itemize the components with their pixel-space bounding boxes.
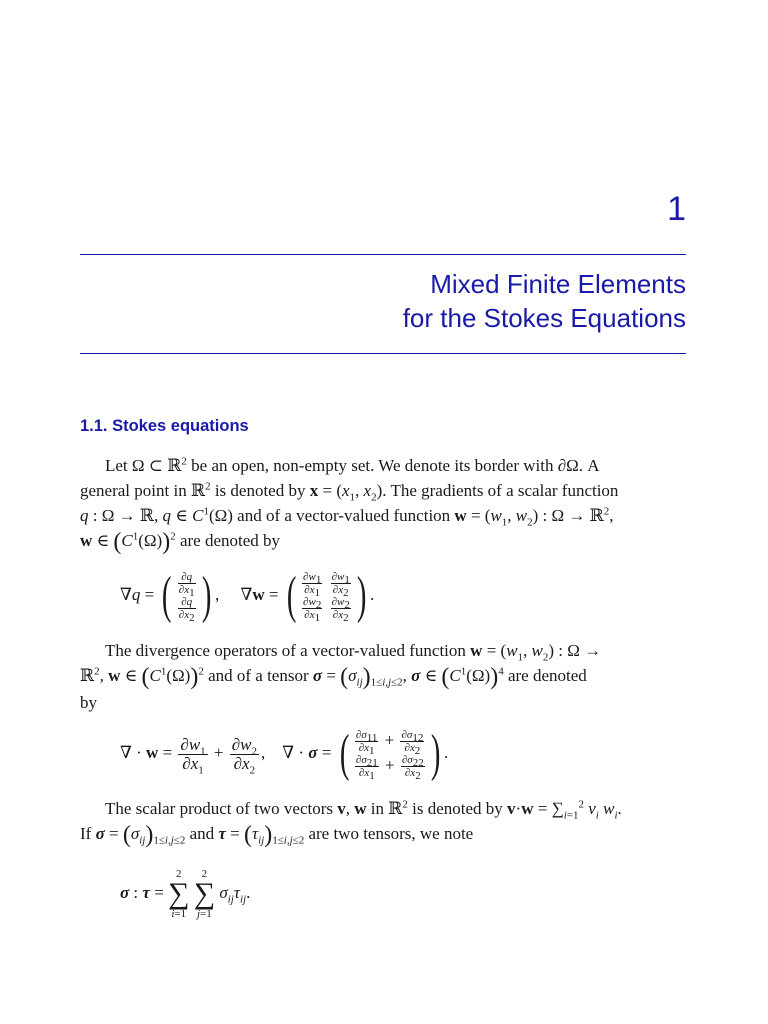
paragraph-2 (80, 638, 688, 715)
paragraph-2-line-2: ℝ$^2$, w ∈ $(C^1(\Omega))^2$ and of a tensor $\sigma = (\sigma_{ij})_{1\le i,j\le 2}$, σ ∈ $(C^1(\Omega))^4$ are denoted (80, 664, 587, 690)
section-heading: 1.1. Stokes equations (80, 417, 249, 435)
tensor-product-equation: σ : τ = 2 ∑ i=1 2 ∑ j=1 $\sigma_{ij}\tau_{ij}$. (120, 868, 251, 920)
chapter-title-line-1: Mixed Finite Elements (430, 269, 686, 299)
paragraph-3 (80, 796, 688, 848)
paragraph-3-line-1: The scalar product of two vectors v, w in ℝ$^2$ is denoted by $v\cdot w = \sum_{i=1}^2$ $v_i$ $w_i$. (105, 798, 622, 822)
paragraph-1-line-4: w ∈ $(C^1(\Omega))^2$ are denoted by (80, 529, 281, 555)
paragraph-3-line-2: If $\sigma = (\sigma_{ij})_{1\le i,j\le 2}$ and $\tau = (\tau_{ij})_{1\le i,j\le 2}$ are two tensors, we note (80, 822, 474, 848)
chapter-title (403, 267, 686, 335)
paragraph-1 (80, 453, 688, 555)
paragraph-2-line-3: by (80, 693, 97, 712)
paragraph-2-line-1: The divergence operators of a vector-valued function $w = (w_1$, $w_2$) : Ω → (105, 641, 602, 664)
paragraph-1-line-2: general point in ℝ$^2$ is denoted by $x = (x_1$, $x_2$). The gradients of a scalar function (80, 480, 619, 504)
paragraph-1-line-1: Let Ω ⊂ ℝ$^2$ be an open, non-empty set. We denote its border with ∂Ω. A (105, 455, 600, 475)
chapter-title-line-2: for the Stokes Equations (402, 303, 686, 333)
title-rule-top (80, 254, 686, 255)
title-rule-bottom (80, 353, 686, 354)
paragraph-1-line-3: q : Ω → ℝ, q ∈ $C^1(\Omega)$ and of a vector-valued function $w = (w_1$, $w_2$) : Ω → ℝ$^2$, (80, 505, 614, 529)
divergence-equation: ∇ · w = $\frac{\partial w_1}{\partial x_1}$ + $\frac{\partial w_2}{\partial x_2}$ , ∇ · σ = ( $\frac{\partial\sigma_{11}}{\partial x_1}$ + $\frac{\partial\sigma_{12}}{\partial x_2}$ $\frac{\partial\sigma_{21}}{\partial x_1}$ + $\frac{\partial\sigma_{22}}{\partial x_2}$ ) . (120, 725, 449, 783)
gradient-equation: ∇q = ( $\frac{\partial q}{\partial x_1}$ $\frac{\partial q}{\partial x_2}$ ) , ∇w = ( $\frac{\partial w_1}{\partial x_1}$ $\frac{\partial w_1}{\partial x_2}$ $\frac{\partial w_2}{\partial x_1}$ $\frac{\partial w_2}{\partial x_2}$ ) . (120, 567, 375, 625)
chapter-number: 1 (667, 190, 686, 228)
